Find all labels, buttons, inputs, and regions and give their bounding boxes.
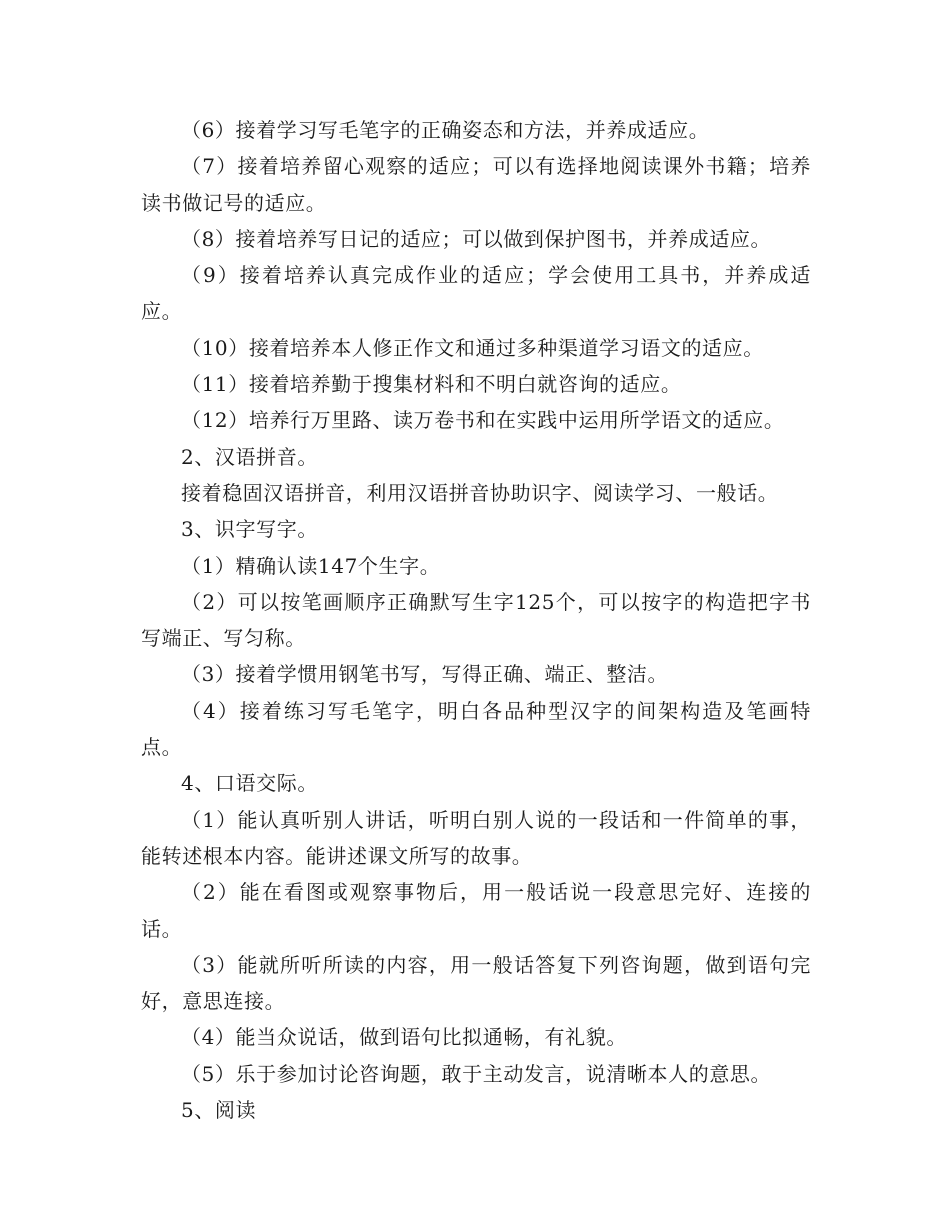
literacy-item-4: （4）接着练习写毛笔字，明白各品种型汉字的间架构造及笔画特点。: [141, 698, 811, 760]
paragraph-9: （9）接着培养认真完成作业的适应；学会使用工具书，并养成适应。: [141, 263, 811, 324]
oral-item-3: （3）能就所听所读的内容，用一般话答复下列咨询题，做到语句完好，意思连接。: [141, 952, 811, 1014]
literacy-item-2: （2）可以按笔画顺序正确默写生字125个，可以按字的构造把字书写端正、写匀称。: [141, 589, 811, 651]
section-heading-reading: 5、阅读: [181, 1098, 257, 1123]
paragraph-8: （8）接着培养写日记的适应；可以做到保护图书，并养成适应。: [181, 226, 772, 251]
oral-item-4: （4）能当众说话，做到语句比拟通畅，有礼貌。: [181, 1025, 627, 1050]
oral-item-2: （2）能在看图或观察事物后，用一般话说一段意思完好、连接的话。: [141, 880, 811, 941]
oral-item-5: （5）乐于参加讨论咨询题，敢于主动发言，说清晰本人的意思。: [181, 1061, 772, 1086]
oral-item-1: （1）能认真听别人讲话，听明白别人说的一段话和一件简单的事，能转述根本内容。能讲述课文所写的故事。: [141, 807, 811, 868]
section-heading-pinyin: 2、汉语拼音。: [181, 444, 318, 469]
paragraph-6: （6）接着学习写毛笔字的正确姿态和方法，并养成适应。: [181, 118, 710, 142]
document-body: [141, 112, 811, 1128]
paragraph-pinyin: 接着稳固汉语拼音，利用汉语拼音协助识字、阅读学习、一般话。: [181, 480, 779, 505]
section-heading-oral: 4、口语交际。: [181, 771, 318, 796]
section-heading-literacy: 3、识字写字。: [181, 517, 318, 542]
literacy-item-3: （3）接着学惯用钢笔书写，写得正确、端正、整洁。: [181, 662, 669, 687]
literacy-item-1: （1）精确认读147个生字。: [181, 553, 441, 578]
paragraph-12: （12）培养行万里路、读万卷书和在实践中运用所学语文的适应。: [181, 408, 785, 433]
paragraph-7: （7）接着培养留心观察的适应；可以有选择地阅读课外书籍；培养读书做记号的适应。: [141, 154, 811, 215]
paragraph-11: （11）接着培养勤于搜集材料和不明白就咨询的适应。: [181, 372, 682, 397]
paragraph-10: （10）接着培养本人修正作文和通过多种渠道学习语文的适应。: [181, 335, 764, 360]
